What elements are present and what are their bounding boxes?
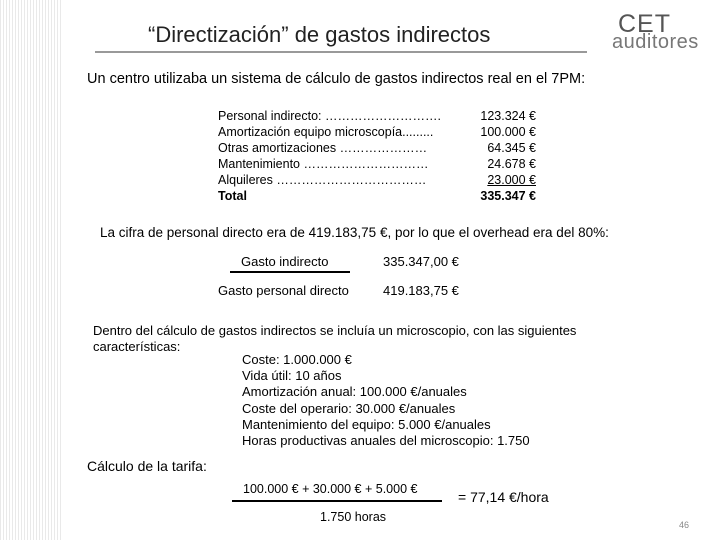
cost-item-value: 64.345 € <box>487 141 536 155</box>
page-number: 46 <box>679 520 690 530</box>
cost-item-label: Otras amortizaciones ………………… <box>218 141 428 155</box>
calc-label: Cálculo de la tarifa: <box>87 458 207 474</box>
cost-item-label: Alquileres ……………………………… <box>218 173 427 187</box>
cost-item-value: 23.000 € <box>487 173 536 187</box>
cost-item-value: 100.000 € <box>480 125 536 139</box>
fraction-bar <box>230 271 350 273</box>
spec-item: Amortización anual: 100.000 €/anuales <box>242 384 467 400</box>
logo-auditores-text: auditores <box>612 31 699 53</box>
cost-item-row <box>218 172 536 188</box>
total-value: 335.347 € <box>480 189 536 203</box>
cost-item-row <box>218 124 536 140</box>
cost-items-list <box>218 108 536 204</box>
cost-item-row <box>218 140 536 156</box>
title-underline <box>95 51 587 53</box>
decorative-stripes <box>0 0 62 540</box>
intro-text: Un centro utilizaba un sistema de cálculo de gastos indirectos real en el 7PM: <box>87 71 586 87</box>
cost-item-row <box>218 108 536 124</box>
tariff-numerator: 100.000 € + 30.000 € + 5.000 € <box>243 482 418 496</box>
cifra-text: La cifra de personal directo era de 419.183,75 €, por lo que el overhead era del 80%: <box>100 225 609 240</box>
gasto-personal-value: 419.183,75 € <box>383 283 459 298</box>
microscope-specs <box>242 352 530 449</box>
logo-cet-text: CET <box>618 10 671 38</box>
microscope-description <box>93 323 576 355</box>
cost-item-label: Mantenimiento ………………………… <box>218 157 429 171</box>
gasto-indirecto-label: Gasto indirecto <box>241 254 329 269</box>
spec-item: Horas productivas anuales del microscopio: 1.750 <box>242 433 530 449</box>
total-row <box>218 188 536 204</box>
cost-item-row <box>218 156 536 172</box>
gasto-personal-label: Gasto personal directo <box>218 283 349 298</box>
tariff-result: = 77,14 €/hora <box>458 489 549 505</box>
cost-item-value: 123.324 € <box>480 109 536 123</box>
cost-item-label: Amortización equipo microscopía......... <box>218 125 434 139</box>
spec-item: Coste: 1.000.000 € <box>242 352 352 367</box>
description-line: Dentro del cálculo de gastos indirectos se incluía un microscopio, con las siguientes <box>93 323 577 338</box>
cost-item-label: Personal indirecto: ………………………. <box>218 109 441 123</box>
cost-item-value: 24.678 € <box>487 157 536 171</box>
description-line: características: <box>93 339 181 354</box>
gasto-indirecto-value: 335.347,00 € <box>383 254 459 269</box>
spec-item: Mantenimiento del equipo: 5.000 €/anuales <box>242 416 491 432</box>
tariff-fraction-bar <box>232 500 442 502</box>
slide-title: “Directización” de gastos indirectos <box>148 22 491 47</box>
tariff-denominator: 1.750 horas <box>320 510 387 524</box>
spec-item: Coste del operario: 30.000 €/anuales <box>242 400 456 416</box>
spec-item: Vida útil: 10 años <box>242 368 342 384</box>
total-label: Total <box>218 189 247 203</box>
